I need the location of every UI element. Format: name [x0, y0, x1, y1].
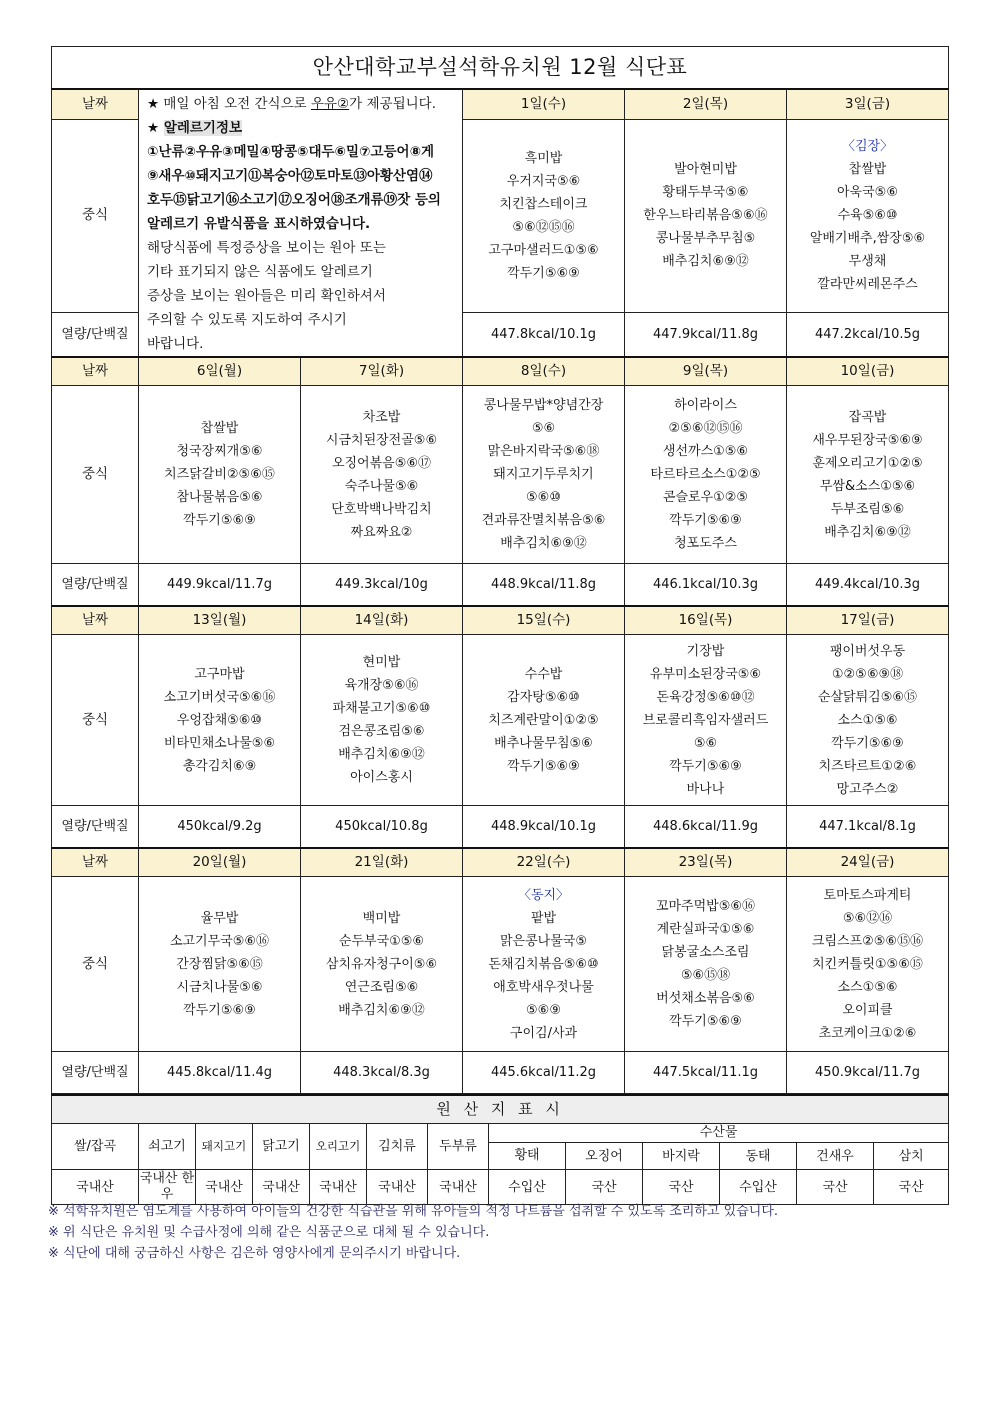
footer-note: ※ 식단에 대해 궁금하신 사항은 김은하 영양사에게 문의주시기 바랍니다. [48, 1246, 461, 1261]
seafood-value: 수입산 [720, 1170, 797, 1205]
menu-cell: 콩나물무밥*양념간장 ⑤⑥ 맑은바지락국⑤⑥⑱ 돼지고기두루치기 ⑤⑥⑩ 견과류잔멸치볶음⑤⑥ 배추김치⑥⑨⑫ [463, 386, 625, 564]
origin-value: 국내산 [367, 1170, 428, 1205]
seafood-item: 삼치 [874, 1143, 949, 1170]
origin-header: 쇠고기 [139, 1124, 196, 1170]
kcal-value: 447.9kcal/11.8g [625, 312, 787, 357]
footer-note: ※ 석학유치원은 염도계를 사용하여 아이들의 건강한 식습관을 위해 유아들의 적정 나트륨을 섭취할 수 있도록 조리하고 있습니다. [48, 1204, 779, 1219]
menu-cell: 팽이버섯우동 ①②⑤⑥⑨⑱ 순살닭튀김⑤⑥⑮ 소스①⑤⑥ 깍두기⑤⑥⑨ 치즈타르트①②⑥ 망고주스② [787, 635, 949, 806]
day-header: 24일(금) [787, 848, 949, 877]
day-header: 17일(금) [787, 606, 949, 635]
menu-cell: 고구마밥 소고기버섯국⑤⑥⑯ 우엉잡채⑤⑥⑩ 비타민채소나물⑤⑥ 총각김치⑥⑨ [139, 635, 301, 806]
origin-value: 국내산 [428, 1170, 489, 1205]
menu-cell: 율무밥 소고기무국⑤⑥⑯ 간장찜닭⑤⑥⑮ 시금치나물⑤⑥ 깍두기⑤⑥⑨ [139, 877, 301, 1052]
day-header: 14일(화) [301, 606, 463, 635]
day-header: 10일(금) [787, 357, 949, 386]
kcal-value: 449.3kcal/10g [301, 564, 463, 607]
menu-sheet [51, 46, 948, 1205]
seafood-item: 황태 [489, 1143, 566, 1170]
menu-cell: 토마토스파게티 ⑤⑥⑫⑯ 크림스프②⑤⑥⑮⑯ 치킨커틀릿①⑤⑥⑮ 소스①⑤⑥ 오이피클 초코케이크①②⑥ [787, 877, 949, 1052]
menu-cell: 기장밥 유부미소된장국⑤⑥ 돈육강정⑤⑥⑩⑫ 브로콜리흑임자샐러드 ⑤⑥ 깍두기⑤⑥⑨ 바나나 [625, 635, 787, 806]
kcal-label: 열량/단백질 [52, 312, 139, 357]
origin-value: 국내산 [310, 1170, 367, 1205]
kcal-value: 449.4kcal/10.3g [787, 564, 949, 607]
seafood-value: 국산 [643, 1170, 720, 1205]
origin-header: 닭고기 [253, 1124, 310, 1170]
origin-header: 돼지고기 [196, 1124, 253, 1170]
origin-header: 오리고기 [310, 1124, 367, 1170]
seafood-item: 오징어 [566, 1143, 643, 1170]
snack-notice: ★ 매일 아침 오전 간식으로 우유②가 제공됩니다. [147, 96, 436, 112]
origin-value: 국내산 [196, 1170, 253, 1205]
origin-value: 국내산 [52, 1170, 139, 1205]
seafood-value: 수입산 [489, 1170, 566, 1205]
date-label: 날짜 [52, 89, 139, 119]
day-header: 7일(화) [301, 357, 463, 386]
kcal-value: 445.6kcal/11.2g [463, 1052, 625, 1094]
kcal-value: 450.9kcal/11.7g [787, 1052, 949, 1094]
day-header: 3일(금) [787, 89, 949, 119]
menu-cell: 꼬마주먹밥⑤⑥⑯ 계란실파국①⑤⑥ 닭봉굴소스조림 ⑤⑥⑮⑱ 버섯채소볶음⑤⑥ 깍두기⑤⑥⑨ [625, 877, 787, 1052]
kcal-value: 447.5kcal/11.1g [625, 1052, 787, 1094]
day-header: 22일(수) [463, 848, 625, 877]
lunch-label: 중식 [52, 635, 139, 806]
menu-cell: 흑미밥 우거지국⑤⑥ 치킨찹스테이크 ⑤⑥⑫⑮⑯ 고구마샐러드①⑤⑥ 깍두기⑤⑥⑨ [463, 119, 625, 312]
menu-cell: 〈김장〉 찹쌀밥 아욱국⑤⑥ 수육⑤⑥⑩ 알배기배추,쌈장⑤⑥ 무생채 깔라만씨레몬주스 [787, 119, 949, 312]
menu-cell: 하이라이스 ②⑤⑥⑫⑮⑯ 생선까스①⑤⑥ 타르타르소스①②⑤ 콘슬로우①②⑤ 깍두기⑤⑥⑨ 청포도주스 [625, 386, 787, 564]
allergy-notice [139, 89, 463, 357]
menu-cell: 〈동지〉 팥밥 맑은콩나물국⑤ 돈채김치볶음⑤⑥⑩ 애호박새우젓나물 ⑤⑥⑨ 구이김/사과 [463, 877, 625, 1052]
allergy-title: ★ 알레르기정보 [147, 120, 243, 136]
menu-cell: 백미밥 순두부국①⑤⑥ 삼치유자청구이⑤⑥ 연근조림⑤⑥ 배추김치⑥⑨⑫ [301, 877, 463, 1052]
menu-cell: 차조밥 시금치된장전골⑤⑥ 오징어볶음⑤⑥⑰ 숙주나물⑤⑥ 단호박백나박김치 짜요짜요② [301, 386, 463, 564]
origin-header: 두부류 [428, 1124, 489, 1170]
menu-cell: 현미밥 육개장⑤⑥⑯ 파채불고기⑤⑥⑩ 검은콩조림⑤⑥ 배추김치⑥⑨⑫ 아이스홍시 [301, 635, 463, 806]
menu-cell: 찹쌀밥 청국장찌개⑤⑥ 치즈닭갈비②⑤⑥⑮ 참나물볶음⑤⑥ 깍두기⑤⑥⑨ [139, 386, 301, 564]
kcal-label: 열량/단백질 [52, 806, 139, 849]
kcal-label: 열량/단백질 [52, 564, 139, 607]
day-header: 20일(월) [139, 848, 301, 877]
seafood-item: 동태 [720, 1143, 797, 1170]
kcal-value: 448.6kcal/11.9g [625, 806, 787, 849]
kcal-label: 열량/단백질 [52, 1052, 139, 1094]
kcal-value: 448.3kcal/8.3g [301, 1052, 463, 1094]
day-header: 16일(목) [625, 606, 787, 635]
kcal-value: 449.9kcal/11.7g [139, 564, 301, 607]
seafood-item: 바지락 [643, 1143, 720, 1170]
day-header: 6일(월) [139, 357, 301, 386]
day-header: 1일(수) [463, 89, 625, 119]
day-header: 2일(목) [625, 89, 787, 119]
kcal-value: 450kcal/10.8g [301, 806, 463, 849]
day-header: 8일(수) [463, 357, 625, 386]
menu-cell: 잡곡밥 새우무된장국⑤⑥⑨ 훈제오리고기①②⑤ 무쌈&소스①⑤⑥ 두부조림⑤⑥ 배추김치⑥⑨⑫ [787, 386, 949, 564]
seafood-value: 국산 [797, 1170, 874, 1205]
day-header: 23일(목) [625, 848, 787, 877]
kcal-value: 448.9kcal/11.8g [463, 564, 625, 607]
footer-note: ※ 위 식단은 유치원 및 수급사정에 의해 같은 식품군으로 대체 될 수 있습니다. [48, 1225, 490, 1240]
seafood-header: 수산물 [489, 1124, 949, 1143]
menu-table [51, 46, 949, 1094]
allergy-list: ①난류②우유③메밀④땅콩⑤대두⑥밀⑦고등어⑧게 ⑨새우⑩돼지고기⑪복숭아⑫토마토⑬아황산염⑭ 호두⑮닭고기⑯소고기⑰오징어⑱조개류⑲잣 등의 알레르기 유발식품을 표시하였습니다. [147, 144, 441, 232]
date-label: 날짜 [52, 606, 139, 635]
date-label: 날짜 [52, 357, 139, 386]
footer-notes [48, 1201, 778, 1264]
lunch-label: 중식 [52, 119, 139, 312]
kcal-value: 446.1kcal/10.3g [625, 564, 787, 607]
day-header: 15일(수) [463, 606, 625, 635]
notice-body: 해당식품에 특정증상을 보이는 원아 또는 기타 표기되지 않은 식품에도 알레르기 증상을 보이는 원아들은 미리 확인하셔서 주의할 수 있도록 지도하여 주시기 바랍니다. [147, 240, 386, 352]
kcal-value: 447.8kcal/10.1g [463, 312, 625, 357]
seafood-item: 건새우 [797, 1143, 874, 1170]
origin-header: 김치류 [367, 1124, 428, 1170]
page-title: 안산대학교부설석학유치원 12월 식단표 [52, 47, 949, 90]
origin-value: 국내산 [253, 1170, 310, 1205]
origin-value: 국내산 한우 [139, 1170, 196, 1205]
kcal-value: 447.2kcal/10.5g [787, 312, 949, 357]
origin-table [51, 1094, 949, 1205]
kcal-value: 445.8kcal/11.4g [139, 1052, 301, 1094]
day-header: 9일(목) [625, 357, 787, 386]
seafood-value: 국산 [874, 1170, 949, 1205]
kcal-value: 448.9kcal/10.1g [463, 806, 625, 849]
menu-cell: 발아현미밥 황태두부국⑤⑥ 한우느타리볶음⑤⑥⑯ 콩나물부추무침⑤ 배추김치⑥⑨⑫ [625, 119, 787, 312]
kcal-value: 450kcal/9.2g [139, 806, 301, 849]
seafood-value: 국산 [566, 1170, 643, 1205]
origin-title: 원 산 지 표 시 [52, 1095, 949, 1124]
lunch-label: 중식 [52, 877, 139, 1052]
kcal-value: 447.1kcal/8.1g [787, 806, 949, 849]
lunch-label: 중식 [52, 386, 139, 564]
day-header: 21일(화) [301, 848, 463, 877]
date-label: 날짜 [52, 848, 139, 877]
day-header: 13일(월) [139, 606, 301, 635]
menu-cell: 수수밥 감자탕⑤⑥⑩ 치즈계란말이①②⑤ 배추나물무침⑤⑥ 깍두기⑤⑥⑨ [463, 635, 625, 806]
origin-header: 쌀/잡곡 [52, 1124, 139, 1170]
